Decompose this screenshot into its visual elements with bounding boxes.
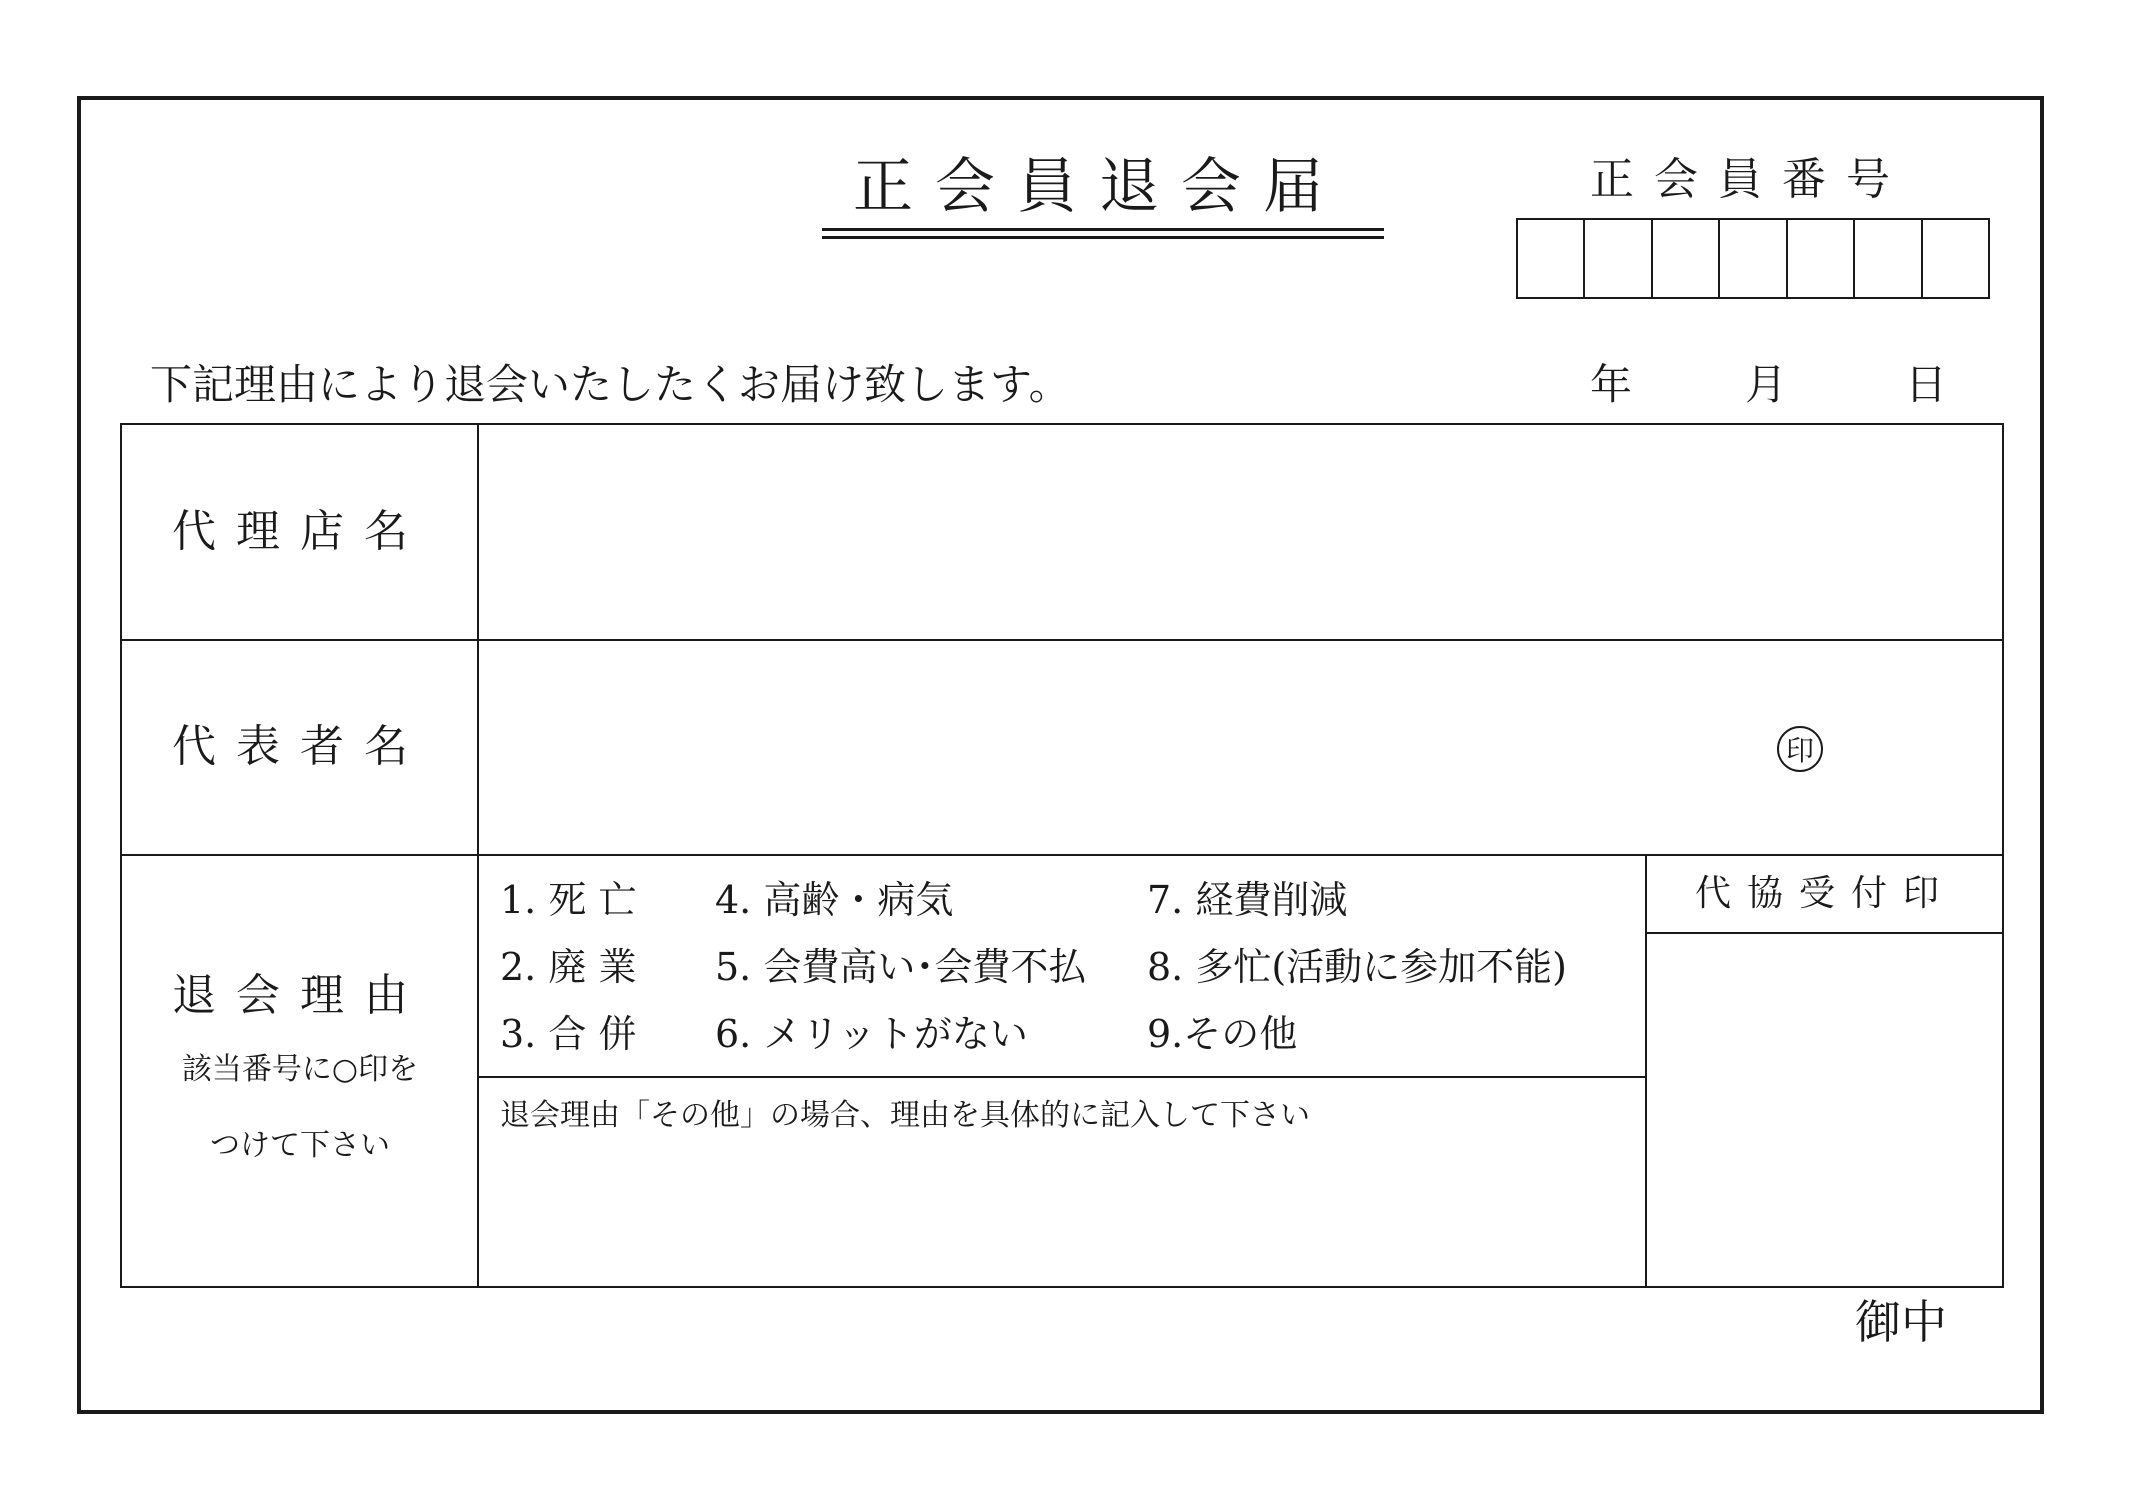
reason-option[interactable] [715, 874, 953, 926]
title-underline [822, 236, 1384, 239]
reason-instruction: つけて下さい [210, 1128, 390, 1163]
agency-name-field[interactable] [480, 426, 2000, 638]
option-label: 合 併 [548, 1012, 637, 1056]
intro-statement: 下記理由により退会いたしたくお届け致します。 [150, 360, 1071, 409]
option-number: 4. [715, 878, 752, 922]
table-border-bottom [120, 1286, 2004, 1288]
reason-option[interactable] [715, 1008, 1028, 1060]
member-number-label: 正会員番号 [1590, 154, 1910, 205]
member-number-digit-box[interactable] [1651, 220, 1718, 297]
representative-name-field[interactable] [480, 642, 2000, 853]
reason-option[interactable] [500, 1008, 636, 1060]
reason-option[interactable] [1147, 874, 1347, 926]
date-month-label: 月 [1745, 360, 1788, 409]
option-number: 8. [1147, 945, 1184, 989]
option-number: 5. [715, 945, 752, 989]
option-label: 多忙(活動に参加不能) [1195, 945, 1568, 989]
member-number-digit-box[interactable] [1583, 220, 1650, 297]
table-border-top [120, 423, 2004, 425]
option-label: 廃 業 [548, 945, 637, 989]
seal-icon: 印 [1777, 726, 1823, 772]
option-label: メリットがない [763, 1012, 1028, 1056]
member-number-digit-box[interactable] [1518, 220, 1583, 297]
member-number-boxes [1516, 218, 1990, 299]
option-number: 2. [500, 945, 537, 989]
option-number: 9. [1147, 1012, 1184, 1056]
member-number-digit-box[interactable] [1921, 220, 1988, 297]
member-number-digit-box[interactable] [1718, 220, 1785, 297]
reason-option[interactable] [715, 941, 1086, 993]
table-divider [120, 639, 2004, 641]
table-divider [120, 854, 2004, 856]
table-border-right [2002, 423, 2004, 1288]
option-number: 7. [1147, 878, 1184, 922]
reason-option[interactable] [1147, 1008, 1297, 1060]
reason-instruction: 該当番号に○印を [181, 1052, 419, 1087]
option-label: その他 [1183, 1012, 1298, 1056]
option-number: 3. [500, 1012, 537, 1056]
option-label: 会費高い･会費不払 [763, 945, 1087, 989]
stamp-header-divider [1645, 932, 2004, 934]
reason-options-divider [477, 1076, 1647, 1078]
representative-name-label: 代表者名 [172, 721, 428, 772]
reason-option[interactable] [500, 874, 636, 926]
title-underline [822, 228, 1384, 231]
option-label: 死 亡 [548, 878, 637, 922]
date-day-label: 日 [1905, 360, 1948, 409]
addressee-honorific: 御中 [1855, 1295, 1947, 1349]
agency-name-label: 代理店名 [172, 506, 428, 557]
form-title: 正会員退会届 [853, 152, 1345, 222]
reason-option[interactable] [1147, 941, 1567, 993]
option-number: 6. [715, 1012, 752, 1056]
option-label: 高齢・病気 [763, 878, 954, 922]
other-reason-instruction: 退会理由「その他」の場合、理由を具体的に記入して下さい [500, 1098, 1310, 1133]
member-number-digit-box[interactable] [1853, 220, 1920, 297]
option-number: 1. [500, 878, 537, 922]
date-year-label: 年 [1590, 360, 1633, 409]
withdrawal-reason-label: 退会理由 [172, 970, 428, 1021]
member-number-digit-box[interactable] [1786, 220, 1853, 297]
stamp-column-divider [1645, 854, 1647, 1288]
reception-stamp-label: 代協受付印 [1694, 873, 1955, 914]
reason-option[interactable] [500, 941, 636, 993]
reception-stamp-area[interactable] [1648, 935, 2000, 1284]
option-label: 経費削減 [1195, 878, 1348, 922]
other-reason-field[interactable] [480, 1140, 1642, 1284]
